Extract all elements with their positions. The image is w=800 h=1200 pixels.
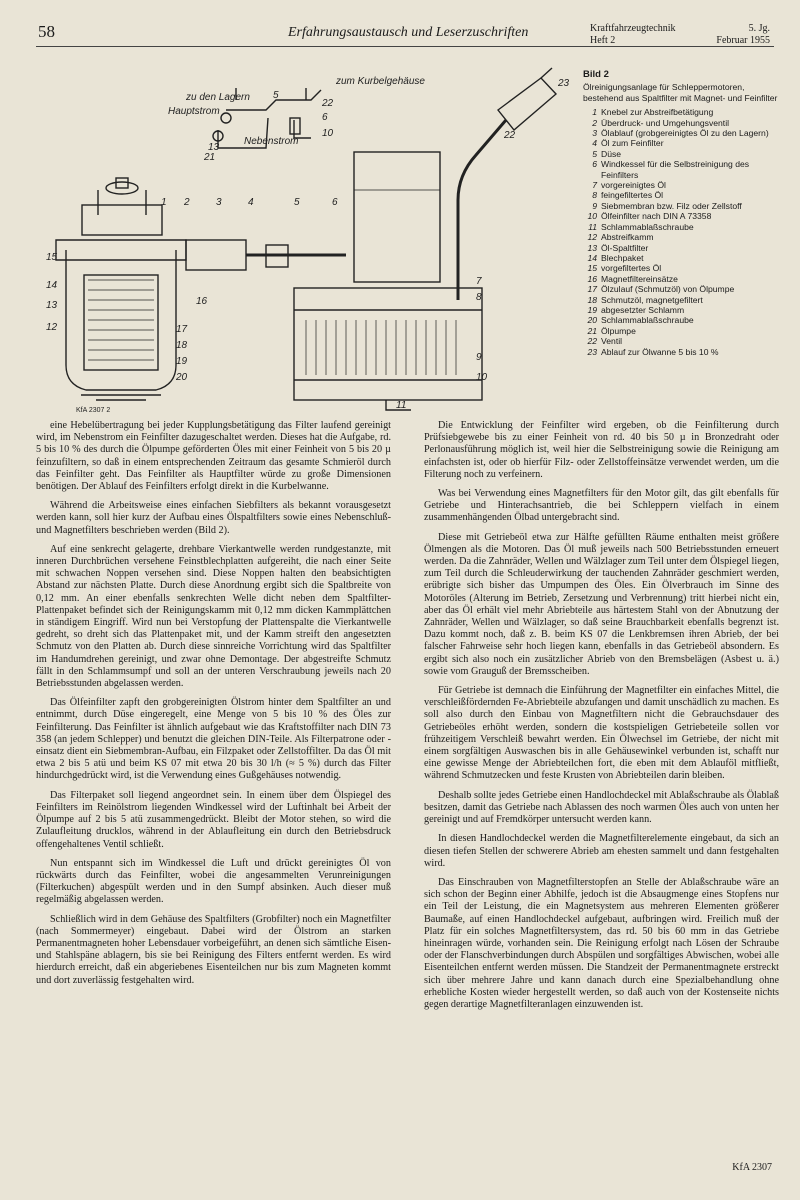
legend-item [583, 232, 783, 242]
legend-text: Ablauf zur Ölwanne 5 bis 10 % [601, 346, 719, 357]
paragraph: Was bei Verwendung eines Magnetfilters für den Motor gilt, das gilt ebenfalls für Getriebe und Hinterachsantrieb, die bei Schleppern vielfach in einem zusammenhängenden Ölbad untergebracht sind. [424, 488, 779, 524]
legend-text: Windkessel für die Selbstreinigung des Feinfilters [601, 159, 750, 180]
legend-number: 5 [592, 148, 597, 159]
paragraph: Die Entwicklung der Feinfilter wird ergeben, ob die Feinfilterung durch Prüfsiebgewebe bis zu einer Feinheit von rd. 40 bis 50 µ in Bronzedraht oder Perlonausführung möglich ist, weil hier die Selbstreinigung sowie die Reinigung am einfachsten ist, oder ob hierfür Filz- oder Zellstoffeinsätze verwendet werden, um die Filterung noch zu verfeinern. [424, 420, 779, 480]
callout-23: 23 [558, 78, 570, 89]
legend-number: 2 [592, 117, 597, 128]
legend-number: 7 [592, 180, 597, 191]
legend-text: abgesetzter Schlamm [601, 304, 685, 315]
legend-item [583, 274, 783, 284]
paragraph: Das Ölfeinfilter zapft den grobgereinigten Ölstrom hinter dem Spaltfilter an und entnimmt, durch Düse eingeregelt, eine Menge von 5 bis 10 % des Öles zur Feinfilterung. Das Feinfilter ist ähnlich aufgebaut wie das Kraftstoffilter nach DIN 73 358 (an jedem Schlepper) und benutzt die gleichen DIN-Teile. Als Filterpatrone oder -einsatz dient ein Siebmembran-Aufbau, ein Filzpaket oder Zellstoffilter. Da das Öl mit etwa 2 bis 5 atü und beim KS 07 mit etwa 20 bis 30 l/h (≈ 5 %) durch das Filter hindurchgedrückt wird, ist die Verwendung eines Gußgehäuses notwendig. [36, 697, 391, 782]
paragraph: Diese mit Getriebeöl etwa zur Hälfte gefüllten Räume enthalten meist größere Ölmengen als die Motoren. Das Öl muß jeweils nach 500 Betriebsstunden erneuert werden. Da die Zahnräder, Wellen und Wälzlager zum Teil unter dem Ölspiegel liegen, zum Teil durch die Schleuderwirkung der tauchenden Zahnräder geschmiert werden, erübrigte sich bisher das Umpumpen des Öles. Ein Ölverbrauch im Sinne des Motoröles (Alterung im Betrieb, Zersetzung und Verbrennung) tritt hierbei nicht ein, aber das Öl erhält viel mehr Abriebteile aus härtestem Stahl von der Abnutzung der Zahnräder, Wellen und Wälzlager, so daß seine Brauchbarkeit ebenfalls begrenzt ist. Dazu kommt noch, daß z. B. beim KS 07 die Lenkbremsen ihren Abrieb, der bei falscher Fahrweise sehr hoch liegen kann, ebenfalls in das Getriebeöl absondern. Es ergibt sich also noch ein zusätzlicher Abrieb von den Bremsbelägen (Asbest u. ä.) sowie vom Grauguß der Bremsscheiben. [424, 531, 779, 677]
figure-legend [583, 70, 783, 357]
paragraph: Das Filterpaket soll liegend angeordnet sein. In einem über dem Ölspiegel des Feinfilters im Reinölstrom liegenden Windkessel wird der Luftinhalt bei Arbeit der Ölpumpe auf 2 bis 5 atü zusammengedrückt. Bleibt der Motor stehen, so wird die Zulaufleitung drucklos, während in der Ablaufleitung ein durch den Betriebsdruck offengehaltenes Ventil schließt. [36, 789, 391, 850]
legend-item [583, 222, 783, 232]
paragraph: Schließlich wird in dem Gehäuse des Spaltfilters (Grobfilter) noch ein Magnetfilter (nach Sommermeyer) eingebaut. Dabei wird der Ölstrom an starken Permanentmagneten hoher Lebensdauer vorbeigeführt, an denen sich sämtliche Eisen- und Stahlspäne ablagern, bis sie bei Reinigung des Filters entfernt werden. Es wird hierdurch erreicht, daß ein abgeriebenes Eisenteilchen nur bis zum Magneten kommt und dort zuverlässig festgehalten wird. [36, 913, 391, 986]
callout-6: 6 [332, 197, 338, 208]
legend-text: Öl zum Feinfilter [601, 138, 664, 149]
legend-number: 20 [587, 315, 597, 326]
callout-22: 22 [504, 130, 516, 141]
figure-caption-intro: Ölreinigungsanlage für Schleppermotoren, bestehend aus Spaltfilter mit Magnet- und Feinfilter [583, 82, 778, 103]
legend-text: Schmutzöl, magnetgefiltert [601, 294, 703, 305]
filter-diagram-svg [36, 60, 576, 420]
paragraph: Deshalb sollte jedes Getriebe einen Handlochdeckel mit Ablaßschraube als Ölablaß besitzen, damit das Getriebe nach Ablassen des noch warmen Öles auch von unten her gereinigt und auf Fremdkörper untersucht werden kann. [424, 789, 779, 826]
legend-item [583, 128, 783, 138]
journal-issue: Heft 2 [590, 35, 616, 46]
paragraph: In diesen Handlochdeckel werden die Magnetfilterelemente eingebaut, da sich an diesen tiefen Stellen der schwerere Abrieb am ehesten sammelt und dann festgehalten wird. [424, 833, 779, 869]
callout-10: 10 [476, 372, 488, 383]
paragraph: Für Getriebe ist demnach die Einführung der Magnetfilter ein einfaches Mittel, die verschleißfördernden Fe-Abriebteile abzufangen und damit unschädlich zu machen. Es soll also durch den Einbau von Magnetfiltern nicht die Gebrauchsdauer des Getriebeöles erhöht werden, sondern die kostspieligen Getriebeteile sollen vor frühzeitigem Verschleiß bewahrt werden. Ein Ölwechsel im Getriebe, der nicht mit einem sorgfältigen Auswaschen bis in alle Gehäusewinkel verbunden ist, schafft nur eine gewisse Menge der Abriebteilchen fort, die eben mit dem Ablauföl mitfließt, während Schmutzecken und feste Krusten von Abriebteilen darin bleiben. [424, 685, 779, 782]
legend-text: vorgereinigtes Öl [601, 180, 666, 191]
legend-item [583, 263, 783, 273]
right-column [424, 420, 779, 1018]
journal-date: Februar 1955 [716, 35, 770, 46]
legend-number: 14 [587, 252, 597, 263]
legend-number: 9 [592, 200, 597, 211]
paragraph: Auf eine senkrecht gelagerte, drehbare Vierkantwelle werden rundgestanzte, mit inneren Durchbrüchen versehene Feinstblechplatten aufgereiht, die nach einer Seite mit schwachen Noppen versehen sind. Diese Noppen halten den beabsichtigten Abstand zur nächsten Platte. Durch diese Anordnung ergibt sich die Spaltbreite von 0,12 mm. An einer ebenfalls senkrechten Welle dicht neben dem Spaltfilter-Plattenpaket befindet sich der Reinigungskamm mit 0,12 mm dicken Kammplättchen in ständigem Eingriff. Wird nun bei Verstopfung der Plattenspalte die Vierkantwelle gedreht, so dreht sich das Plattenpaket mit, und der Kamm streift den angesetzten Schmutz von den Platten ab. Durch diese sinnreiche Vorrichtung wird das Spaltfilter im Handumdrehen gereinigt, und zwar ohne Demontage. Der abgestreifte Schmutz fällt in den Schlammsumpf und soll an der unteren Verschraubung jeweils nach 20 Betriebsstunden abgelassen werden. [36, 543, 391, 690]
legend-text: Überdruck- und Umgehungsventil [601, 117, 730, 128]
callout-10-inset: 10 [322, 128, 334, 139]
legend-number: 15 [587, 263, 597, 274]
paragraph: Nun entspannt sich im Windkessel die Luft und drückt gereinigtes Öl von rückwärts durch das Feinfilter, wobei die angesammelten Verunreinigungen (Filterkuchen) abgespült werden und in den Sumpf absinken. Auch dieser muß regelmäßig abgelassen werden. [36, 857, 391, 906]
legend-text: Magnetfiltereinsätze [601, 273, 678, 284]
legend-number: 17 [587, 284, 597, 295]
legend-text: Öl-Spaltfilter [601, 242, 649, 253]
legend-item [583, 295, 783, 305]
callout-6-inset: 6 [322, 112, 328, 123]
legend-number: 22 [587, 336, 597, 347]
legend-item [583, 180, 783, 190]
paragraph: Während die Arbeitsweise eines einfachen Siebfilters als bekannt vorausgesetzt werden kann, soll hier kurz der Aufbau eines Ölspaltfilters sowie eines Nebenschluß- und Magnetfilters beschrieben werden (Bild 2). [36, 500, 391, 536]
legend-text: Ölzulauf (Schmutzöl) von Ölpumpe [601, 284, 735, 295]
callout-8: 8 [476, 292, 482, 303]
callout-11: 11 [396, 400, 407, 411]
legend-number: 16 [587, 273, 597, 284]
legend-number: 18 [587, 294, 597, 305]
technical-drawing [36, 60, 576, 420]
legend-number: 19 [587, 304, 597, 315]
journal-volume: 5. Jg. [748, 23, 770, 34]
legend-item [583, 201, 783, 211]
journal-info [590, 23, 770, 47]
left-column [36, 420, 391, 994]
callout-5b: 5 [294, 197, 300, 208]
legend-text: Schlammablaßschraube [601, 221, 694, 232]
legend-text: Blechpaket [601, 252, 644, 263]
journal-name: Kraftfahrzeugtechnik [590, 23, 676, 34]
legend-number: 10 [587, 211, 597, 222]
callout-15: 15 [46, 252, 58, 263]
paragraph: eine Hebelübertragung bei jeder Kupplungsbetätigung das Filter laufend gereinigt wird, im Nebenstrom ein Feinfilter dazugeschaltet werden. Dieses hat die Aufgabe, rd. 5 bis 10 % des durch die Ölpumpe geförderten Öles mit einer Feinheit von 5 bis 20 µ feinzufiltern, so daß in einem entsprechenden Zeitraum das gesamte Schmieröl durch das Feinfilter geht. Das Feinfilter als Hauptfilter würde zu große Dimensionen benötigen. Der Ablauf des Feinfilters erfolgt direkt in die Kurbelwanne. [36, 420, 391, 493]
legend-item [583, 138, 783, 148]
paragraph: Das Einschrauben von Magnetfilterstopfen an Stelle der Ablaßschraube wäre an sich schon der Beginn einer Abhilfe, jedoch ist die Absaugmenge eines Stopfens nur ein Teil der Leistung, die ein Magnetsystem aus mehreren Elementen größerer Baumaße, auf einen Handlochdeckel aufgebaut, aufbringen wird. Freilich muß der Platz für ein solches Magnetfiltersystem, das rd. 50 bis 60 mm in das Getriebe hineinragen würde, vorhanden sein. Die Reinigung erfolgt nach Lösen der Schraube oder der Flanschverbindungen durch Abspülen und sorgfältiges Abwischen, wobei alle Eisenteilchen entfernt werden müssen. Die Standzeit der Permanentmagnete erstreckt sich über mehrere Jahre und kann danach durch eine Spezialbehandlung ohne erhebliche Kosten wieder hergestellt werden, so daß auch von der Kostenseite nichts gegen derartige Magnetfilteranlagen einzuwenden ist. [424, 876, 779, 1010]
legend-item [583, 326, 783, 336]
drawing-stamp: KfA 2307 2 [76, 407, 111, 414]
label-hauptstrom: Hauptstrom [168, 106, 220, 117]
callout-4: 4 [248, 197, 254, 208]
footer-code: KfA 2307 [732, 1162, 772, 1173]
callout-12: 12 [46, 322, 58, 333]
legend-item [583, 284, 783, 294]
callout-22-inset: 22 [322, 98, 334, 109]
legend-number: 4 [592, 138, 597, 149]
callout-18: 18 [176, 340, 188, 351]
legend-item [583, 107, 783, 117]
callout-7: 7 [476, 276, 482, 287]
legend-text: Ölpumpe [601, 325, 636, 336]
header-rule [36, 46, 774, 47]
callout-19: 19 [176, 356, 188, 367]
legend-item [583, 315, 783, 325]
legend-number: 8 [592, 190, 597, 201]
label-nebenstrom: Nebenstrom [244, 136, 299, 147]
legend-text: Knebel zur Abstreifbetätigung [601, 107, 714, 118]
legend-item [583, 149, 783, 159]
page-number: 58 [38, 22, 55, 41]
callout-13-inset: 13 [208, 142, 220, 153]
callout-1: 1 [161, 197, 167, 208]
callout-16: 16 [196, 296, 208, 307]
callout-17: 17 [176, 324, 188, 335]
legend-number: 12 [587, 232, 597, 243]
label-zu-den-lagern: zu den Lagern [186, 92, 250, 103]
callout-14: 14 [46, 280, 58, 291]
label-zum-kurbelgehaeuse: zum Kurbelgehäuse [336, 76, 425, 87]
legend-item [583, 211, 783, 221]
legend-text: Ölablauf (grobgereinigtes Öl zu den Lagern) [601, 128, 769, 139]
legend-item [583, 336, 783, 346]
legend-text: Düse [601, 148, 622, 159]
legend-number: 6 [592, 159, 597, 170]
legend-text: Schlammablaßschraube [601, 315, 694, 326]
callout-5: 5 [273, 90, 279, 101]
legend-text: Siebmembran bzw. Filz oder Zellstoff [601, 200, 742, 211]
callout-20: 20 [176, 372, 188, 383]
legend-list [583, 107, 783, 357]
legend-item [583, 347, 783, 357]
legend-number: 13 [587, 242, 597, 253]
callout-2: 2 [184, 197, 190, 208]
legend-item [583, 159, 783, 180]
callout-9: 9 [476, 352, 482, 363]
legend-text: Ventil [601, 336, 623, 347]
legend-item [583, 253, 783, 263]
legend-number: 23 [587, 346, 597, 357]
callout-21: 21 [204, 152, 216, 163]
legend-text: Abstreifkamm [601, 232, 654, 243]
legend-number: 1 [592, 107, 597, 118]
legend-text: vorgefiltertes Öl [601, 263, 662, 274]
callout-3: 3 [216, 197, 222, 208]
legend-text: feingefiltertes Öl [601, 190, 664, 201]
legend-number: 11 [588, 221, 597, 232]
legend-text: Ölfeinfilter nach DIN A 73358 [601, 211, 712, 222]
legend-number: 21 [587, 325, 597, 336]
legend-item [583, 118, 783, 128]
legend-item [583, 243, 783, 253]
figure-caption-title: Bild 2 [583, 69, 609, 80]
legend-number: 3 [592, 128, 597, 139]
running-title: Erfahrungsaustausch und Leserzuschriften [288, 25, 529, 40]
legend-item [583, 190, 783, 200]
callout-13: 13 [46, 300, 58, 311]
legend-item [583, 305, 783, 315]
